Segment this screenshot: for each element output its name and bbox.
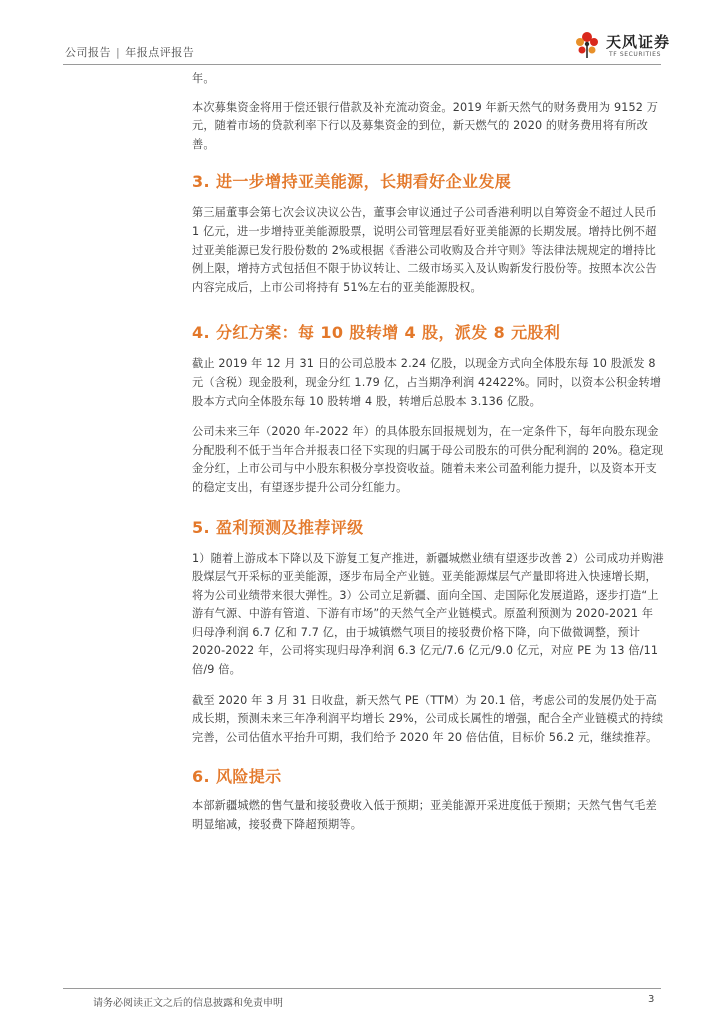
paragraph-fundraising: 本次募集资金将用于偿还银行借款及补充流动资金。2019 年新天然气的财务费用为 9152 万元，随着市场的贷款利率下行以及募集资金的到位，新天燃气的 2020 的财务费用将有所改善。 — [192, 100, 659, 151]
report-type — [65, 44, 194, 60]
paragraph-profit-forecast: 1）随着上游成本下降以及下游复工复产推进，新疆城燃业绩有望逐步改善 2）公司成功并购港股煤层气开采标的亚美能源，逐步布局全产业链。亚美能源煤层气产量即将进入快速增长期，将为公司业绩带来很大弹性。3）公司立足新疆、面向全国、走国际化发展道路，逐步打造“上游有气源、中游有管道、下游有市场”的天然气全产业链模式。原盈利预测为 2020-2021 年归母净利润 6.7 亿和 7.7 亿，由于城镇燃气项目的接驳费价格下降，向下做微调整，预计 2020-2022 年，公司将实现归母净利润 6.3 亿元/7.6 亿元/9.0 亿元，对应 PE 为 13 倍/11 倍/9 倍。 — [192, 551, 664, 677]
paragraph-stake-increase: 第三届董事会第七次会议决议公告，董事会审议通过子公司香港利明以自筹资金不超过人民币 1 亿元，进一步增持亚美能源股票，说明公司管理层看好亚美能源的长期发展。增持比例不超过亚美能源已发行股份数的 2%或根据《香港公司收购及合并守则》等法律法规规定的增持比例上限，增持方式包括但不限于协议转让、二级市场买入及认购新发行股份等。按照本次公告内容完成后，上市公司将持有 51%左右的亚美能源股权。 — [192, 206, 657, 294]
paragraph-shareholder-return: 公司未来三年（2020 年-2022 年）的具体股东回报规划为，在一定条件下，每年向股东现金分配股利不低于当年合并报表口径下实现的归属于母公司股东的可供分配利润的 20%。稳定现金分红，上市公司与中小股东积极分享投资收益。随着未来公司盈利能力提升，以及资本开支的稳定支出，有望逐步提升公司分红能力。 — [192, 425, 664, 494]
page-number: 3 — [648, 994, 655, 1005]
paragraph-risk: 本部新疆城燃的售气量和接驳费收入低于预期；亚美能源开采进度低于预期；天然气售气毛差明显缩减，接驳费下降超预期等。 — [192, 799, 657, 832]
footer-divider — [63, 988, 661, 989]
paragraph-continuation: 年。 — [192, 72, 215, 85]
company-logo — [572, 28, 682, 62]
section-heading-4: 4. 分红方案：每 10 股转增 4 股，派发 8 元股利 — [192, 323, 561, 343]
report-category: 公司报告 — [65, 46, 111, 59]
section-heading-6: 6. 风险提示 — [192, 767, 282, 787]
header-divider — [63, 64, 661, 65]
flower-logo-icon — [572, 28, 602, 60]
report-body — [192, 70, 664, 835]
logo-english-name: TF SECURITIES — [609, 51, 661, 58]
logo-name: 天风证券 — [606, 33, 671, 51]
section-heading-3: 3. 进一步增持亚美能源，长期看好企业发展 — [192, 172, 512, 192]
footer-disclaimer: 请务必阅读正文之后的信息披露和免责申明 — [93, 998, 283, 1009]
page-header — [0, 0, 724, 66]
section-heading-5: 5. 盈利预测及推荐评级 — [192, 517, 364, 537]
paragraph-valuation: 截至 2020 年 3 月 31 日收盘，新天然气 PE（TTM）为 20.1 倍，考虑公司的发展仍处于高成长期，预测未来三年净利润平均增长 29%，公司成长属性的增强，配合全产业链模式的持续完善，公司估值水平抬升可期，我们给予 2020 年 20 倍估值，目标价 56.2 元，继续推荐。 — [192, 693, 664, 744]
report-subcategory: 年报点评报告 — [125, 46, 195, 59]
header-separator: | — [116, 45, 121, 59]
paragraph-dividend-plan: 截止 2019 年 12 月 31 日的公司总股本 2.24 亿股，以现金方式向全体股东每 10 股派发 8 元（含税）现金股利，现金分红 1.79 亿，占当期净利润 42422%。同时，以资本公积金转增股本方式向全体股东每 10 股转增 4 股，转增后总股本 3.136 亿股。 — [192, 357, 662, 408]
